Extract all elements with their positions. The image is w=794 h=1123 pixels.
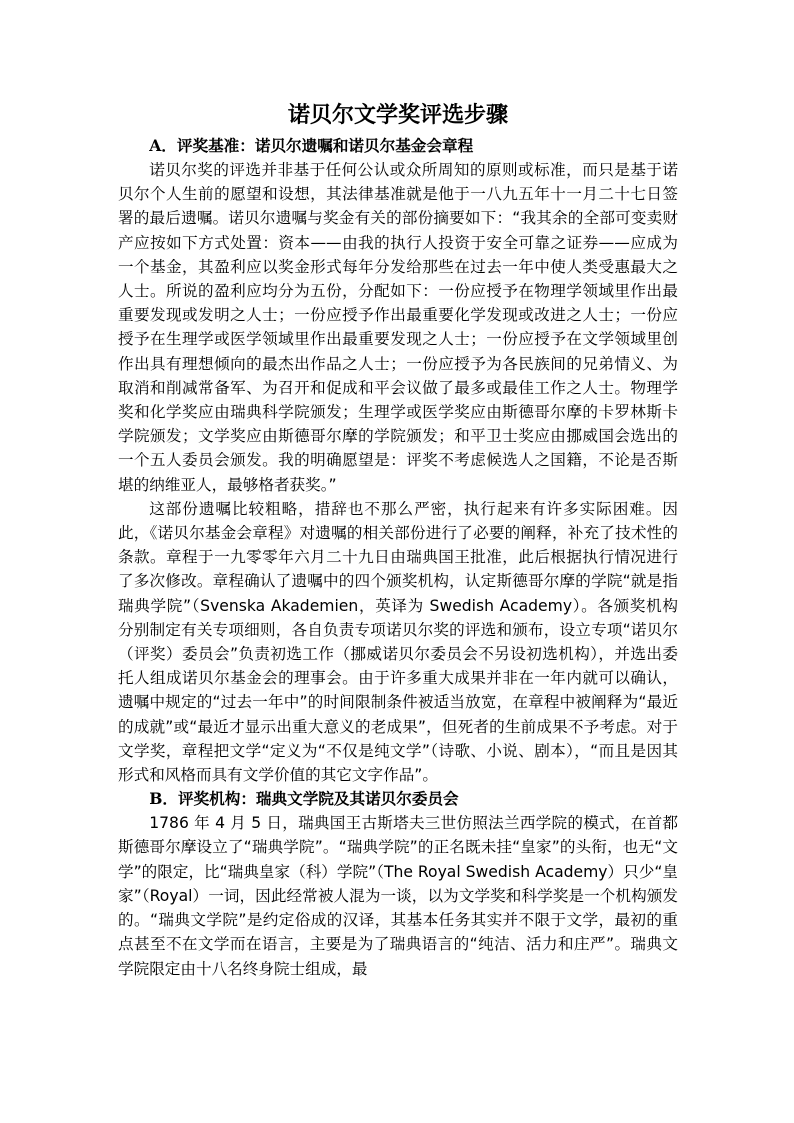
section-b-paragraph-1: 1786 年 4 月 5 日，瑞典国王古斯塔夫三世仿照法兰西学院的模式，在首都斯德哥尔摩设立了“瑞典学院”。“瑞典学院”的正名既未挂“皇家”的头衔，也无“文学”的限定，比“瑞典皇家（科）学院”（The Royal Swedish Academy）只少“皇家”（Royal）一词，因此经常被人混为一谈，以为文学奖和科学奖是一个机构颁发的。“瑞典文学院”是约定俗成的汉译，其基本任务其实并不限于文学，最初的重点甚至不在文学而在语言，主要是为了瑞典语言的“纯洁、活力和庄严”。瑞典文学院限定由十八名终身院士组成，最 bbox=[118, 814, 678, 978]
section-a-heading: A．评奖基准：诺贝尔遗嘱和诺贝尔基金会章程 bbox=[149, 136, 474, 155]
section-a-paragraph-1: 诺贝尔奖的评选并非基于任何公认或众所周知的原则或标准，而只是基于诺贝尔个人生前的愿望和设想，其法律基准就是他于一八九五年十一月二十七日签署的最后遗嘱。诺贝尔遗嘱与奖金有关的部份摘要如下：“我其余的全部可变卖财产应按如下方式处置：资本——由我的执行人投资于安全可靠之证券——应成为一个基金，其盈利应以奖金形式每年分发给那些在过去一年中使人类受惠最大之人士。所说的盈利应均分为五份，分配如下：一份应授予在物理学领域里作出最重要发现或发明之人士；一份应授予作出最重要化学发现或改进之人士；一份应授予在生理学或医学领域里作出最重要发现之人士；一份应授予在文学领域里创作出具有理想倾向的最杰出作品之人士；一份应授予为各民族间的兄弟情义、为取消和削减常备军、为召开和促成和平会议做了最多或最佳工作之人士。物理学奖和化学奖应由瑞典科学院颁发；生理学或医学奖应由斯德哥尔摩的卡罗林斯卡学院颁发；文学奖应由斯德哥尔摩的学院颁发；和平卫士奖应由挪威国会选出的一个五人委员会颁发。我的明确愿望是：评奖不考虑候选人之国籍，不论是否斯堪的纳维亚人，最够格者获奖。” bbox=[118, 161, 678, 494]
document-body bbox=[118, 100, 678, 981]
section-a-paragraph-2: 这部份遗嘱比较粗略，措辞也不那么严密，执行起来有许多实际困难。因此，《诺贝尔基金会章程》对遗嘱的相关部份进行了必要的阐释，补充了技术性的条款。章程于一九零零年六月二十九日由瑞典国王批准，此后根据执行情况进行了多次修改。章程确认了遗嘱中的四个颁奖机构，认定斯德哥尔摩的学院“就是指瑞典学院”（Svenska Akademien，英译为 Swedish Academy）。各颁奖机构分别制定有关专项细则，各自负责专项诺贝尔奖的评选和颁布，设立专项“诺贝尔（评奖）委员会”负责初选工作（挪威诺贝尔委员会不另设初选机构），并选出委托人组成诺贝尔基金会的理事会。由于许多重大成果并非在一年内就可以确认，遗嘱中规定的“过去一年中”的时间限制条件被适当放宽，在章程中被阐释为“最近的成就”或“最近才显示出重大意义的老成果”，但死者的生前成果不予考虑。对于文学奖，章程把文学“定义为“不仅是纯文学”（诗歌、小说、剧本），“而且是因其形式和风格而具有文学价值的其它文字作品”。 bbox=[118, 499, 678, 785]
document-title: 诺贝尔文学奖评选步骤 bbox=[287, 102, 508, 128]
section-b-heading: B．评奖机构：瑞典文学院及其诺贝尔委员会 bbox=[149, 789, 459, 809]
